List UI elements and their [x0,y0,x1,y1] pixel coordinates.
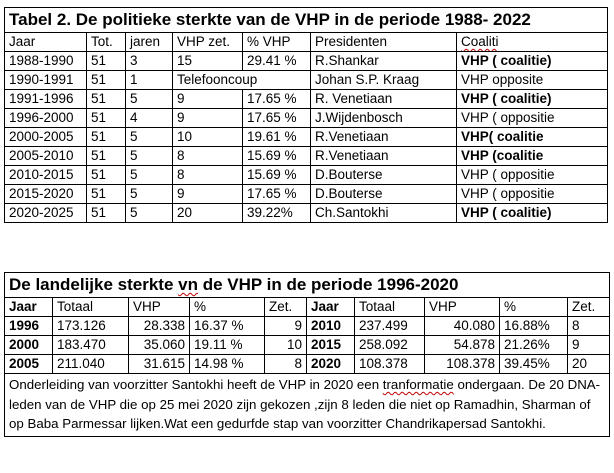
table-title-row [5,273,610,298]
cell-president: J.Wijdenbosch [311,109,457,128]
header-row [5,33,608,52]
table-cell: 108.378 [425,355,500,374]
cell-president: R.Venetiaan [311,128,457,147]
table-cell: 2000 [5,336,53,355]
column-header: % VHP [243,33,311,52]
cell-zet: 9 [173,90,243,109]
cell-zet: 9 [173,185,243,204]
table-cell: 8 [568,317,610,336]
table-cell: 9 [568,336,610,355]
header-row [5,298,610,317]
column-header: Jaar [5,33,87,52]
table-row [5,204,608,223]
cell-jaren: 4 [126,109,173,128]
table-row [5,185,608,204]
table-cell: 237.499 [355,317,425,336]
cell-pct: 15.69 % [243,147,311,166]
cell-coalitie: VHP opposite [457,71,608,90]
table-cell: 2005 [5,355,53,374]
cell-tot: 51 [87,185,126,204]
table-cell: 54.878 [425,336,500,355]
table-cell: 211.040 [53,355,129,374]
table-row [5,109,608,128]
table-cell: 16.88% [500,317,568,336]
cell-zet: 20 [173,204,243,223]
cell-coalitie: VHP (coalitie [457,147,608,166]
cell-jaar: 1990-1991 [5,71,87,90]
table-cell: 173.126 [53,317,129,336]
cell-pct: 17.65 % [243,90,311,109]
table-row [5,317,610,336]
table-row [5,147,608,166]
table-cell: 14.98 % [190,355,265,374]
table-row [5,166,608,185]
table-cell: 20 [568,355,610,374]
table-cell: 16.37 % [190,317,265,336]
column-header: Zet. [265,298,307,317]
table-cell: 21.26% [500,336,568,355]
cell-jaren: 5 [126,90,173,109]
cell-zet: 8 [173,147,243,166]
cell-tot: 51 [87,166,126,185]
table-cell: 8 [265,355,307,374]
table-row [5,52,608,71]
table-cell: 2015 [307,336,355,355]
column-header: Tot. [87,33,126,52]
column-header: Totaal [355,298,425,317]
cell-tot: 51 [87,52,126,71]
cell-jaar: 2005-2010 [5,147,87,166]
note-text: Onderleiding van voorzitter Santokhi heeft de VHP in 2020 een tranformatie ondergaan. De 20 DNA-leden van de VHP die op 25 mei 2020 zijn gekozen ,zijn 8 leden die niet op Ramadhin, Sharman of op Baba Parmessar lijken.Wat een gedurfde stap van voorzitter Chandrikapersad Santokhi. [5,374,610,437]
column-header: % [190,298,265,317]
cell-jaren: 5 [126,166,173,185]
table-cell: 39.45% [500,355,568,374]
table-title: De landelijke sterkte vn de VHP in de periode 1996-2020 [5,273,610,298]
cell-jaar: 2020-2025 [5,204,87,223]
table-row [5,336,610,355]
cell-coalitie: VHP ( oppositie [457,109,608,128]
cell-pct: 17.65 % [243,109,311,128]
note-row [5,374,610,437]
cell-tot: 51 [87,147,126,166]
column-header: VHP [425,298,500,317]
cell-tot: 51 [87,109,126,128]
table-cell: 9 [265,317,307,336]
misspelled-word: tranformatie [382,377,454,392]
cell-coalitie: VHP ( coalitie) [457,204,608,223]
table-cell: 183.470 [53,336,129,355]
table-row [5,355,610,374]
cell-zet: 15 [173,52,243,71]
cell-tot: 51 [87,71,126,90]
table-cell: 2010 [307,317,355,336]
cell-president: R.Shankar [311,52,457,71]
table-cell: 258.092 [355,336,425,355]
table-cell: 40.080 [425,317,500,336]
cell-coalitie: VHP ( oppositie [457,166,608,185]
cell-zet: 9 [173,109,243,128]
cell-president: Johan S.P. Kraag [311,71,457,90]
cell-zet: 10 [173,128,243,147]
cell-pct: 17.65 % [243,185,311,204]
cell-zet: 8 [173,166,243,185]
table-cell: 31.615 [129,355,190,374]
cell-tot: 51 [87,128,126,147]
cell-tot: 51 [87,204,126,223]
table-row [5,128,608,147]
cell-jaar: 2010-2015 [5,166,87,185]
cell-coalitie: VHP ( coalitie) [457,90,608,109]
table-row [5,90,608,109]
cell-pct: 19.61 % [243,128,311,147]
table-cell: 28.338 [129,317,190,336]
cell-coalitie: VHP ( coalitie) [457,52,608,71]
vhp-strength-table [4,7,608,223]
cell-president: R. Venetiaan [311,90,457,109]
table-cell: 2020 [307,355,355,374]
cell-pct: 39.22% [243,204,311,223]
cell-coalitie: VHP( coalitie [457,128,608,147]
cell-jaren: 3 [126,52,173,71]
table-cell: 1996 [5,317,53,336]
cell-jaar: 1988-1990 [5,52,87,71]
cell-jaren: 5 [126,128,173,147]
cell-jaren: 5 [126,147,173,166]
column-header: Totaal [53,298,129,317]
cell-president: D.Bouterse [311,185,457,204]
table-row [5,71,608,90]
table-cell: 19.11 % [190,336,265,355]
table-title-row [5,8,608,33]
table-cell: 10 [265,336,307,355]
column-header: VHP [129,298,190,317]
cell-jaar: 1996-2000 [5,109,87,128]
cell-jaren: 1 [126,71,173,90]
column-header: Presidenten [311,33,457,52]
cell-jaar: 2015-2020 [5,185,87,204]
column-header: Jaar [307,298,355,317]
column-header: % [500,298,568,317]
misspelled-word: vn [178,275,198,294]
cell-president: D.Bouterse [311,166,457,185]
cell-merged: Telefooncoup [173,71,311,90]
column-header: Zet. [568,298,610,317]
cell-jaar: 2000-2005 [5,128,87,147]
table-cell: 108.378 [355,355,425,374]
cell-coalitie: VHP ( oppositie [457,185,608,204]
cell-tot: 51 [87,90,126,109]
cell-jaar: 1991-1996 [5,90,87,109]
cell-president: R.Venetiaan [311,147,457,166]
cell-president: Ch.Santokhi [311,204,457,223]
cell-jaren: 5 [126,204,173,223]
column-header: Coaliti [457,33,608,52]
column-header: Jaar [5,298,53,317]
cell-pct: 15.69 % [243,166,311,185]
column-header: jaren [126,33,173,52]
column-header: VHP zet. [173,33,243,52]
cell-pct: 29.41 % [243,52,311,71]
national-strength-table [4,272,610,437]
table-title: Tabel 2. De politieke sterkte van de VHP in de periode 1988- 2022 [5,8,608,33]
table-cell: 35.060 [129,336,190,355]
cell-jaren: 5 [126,185,173,204]
